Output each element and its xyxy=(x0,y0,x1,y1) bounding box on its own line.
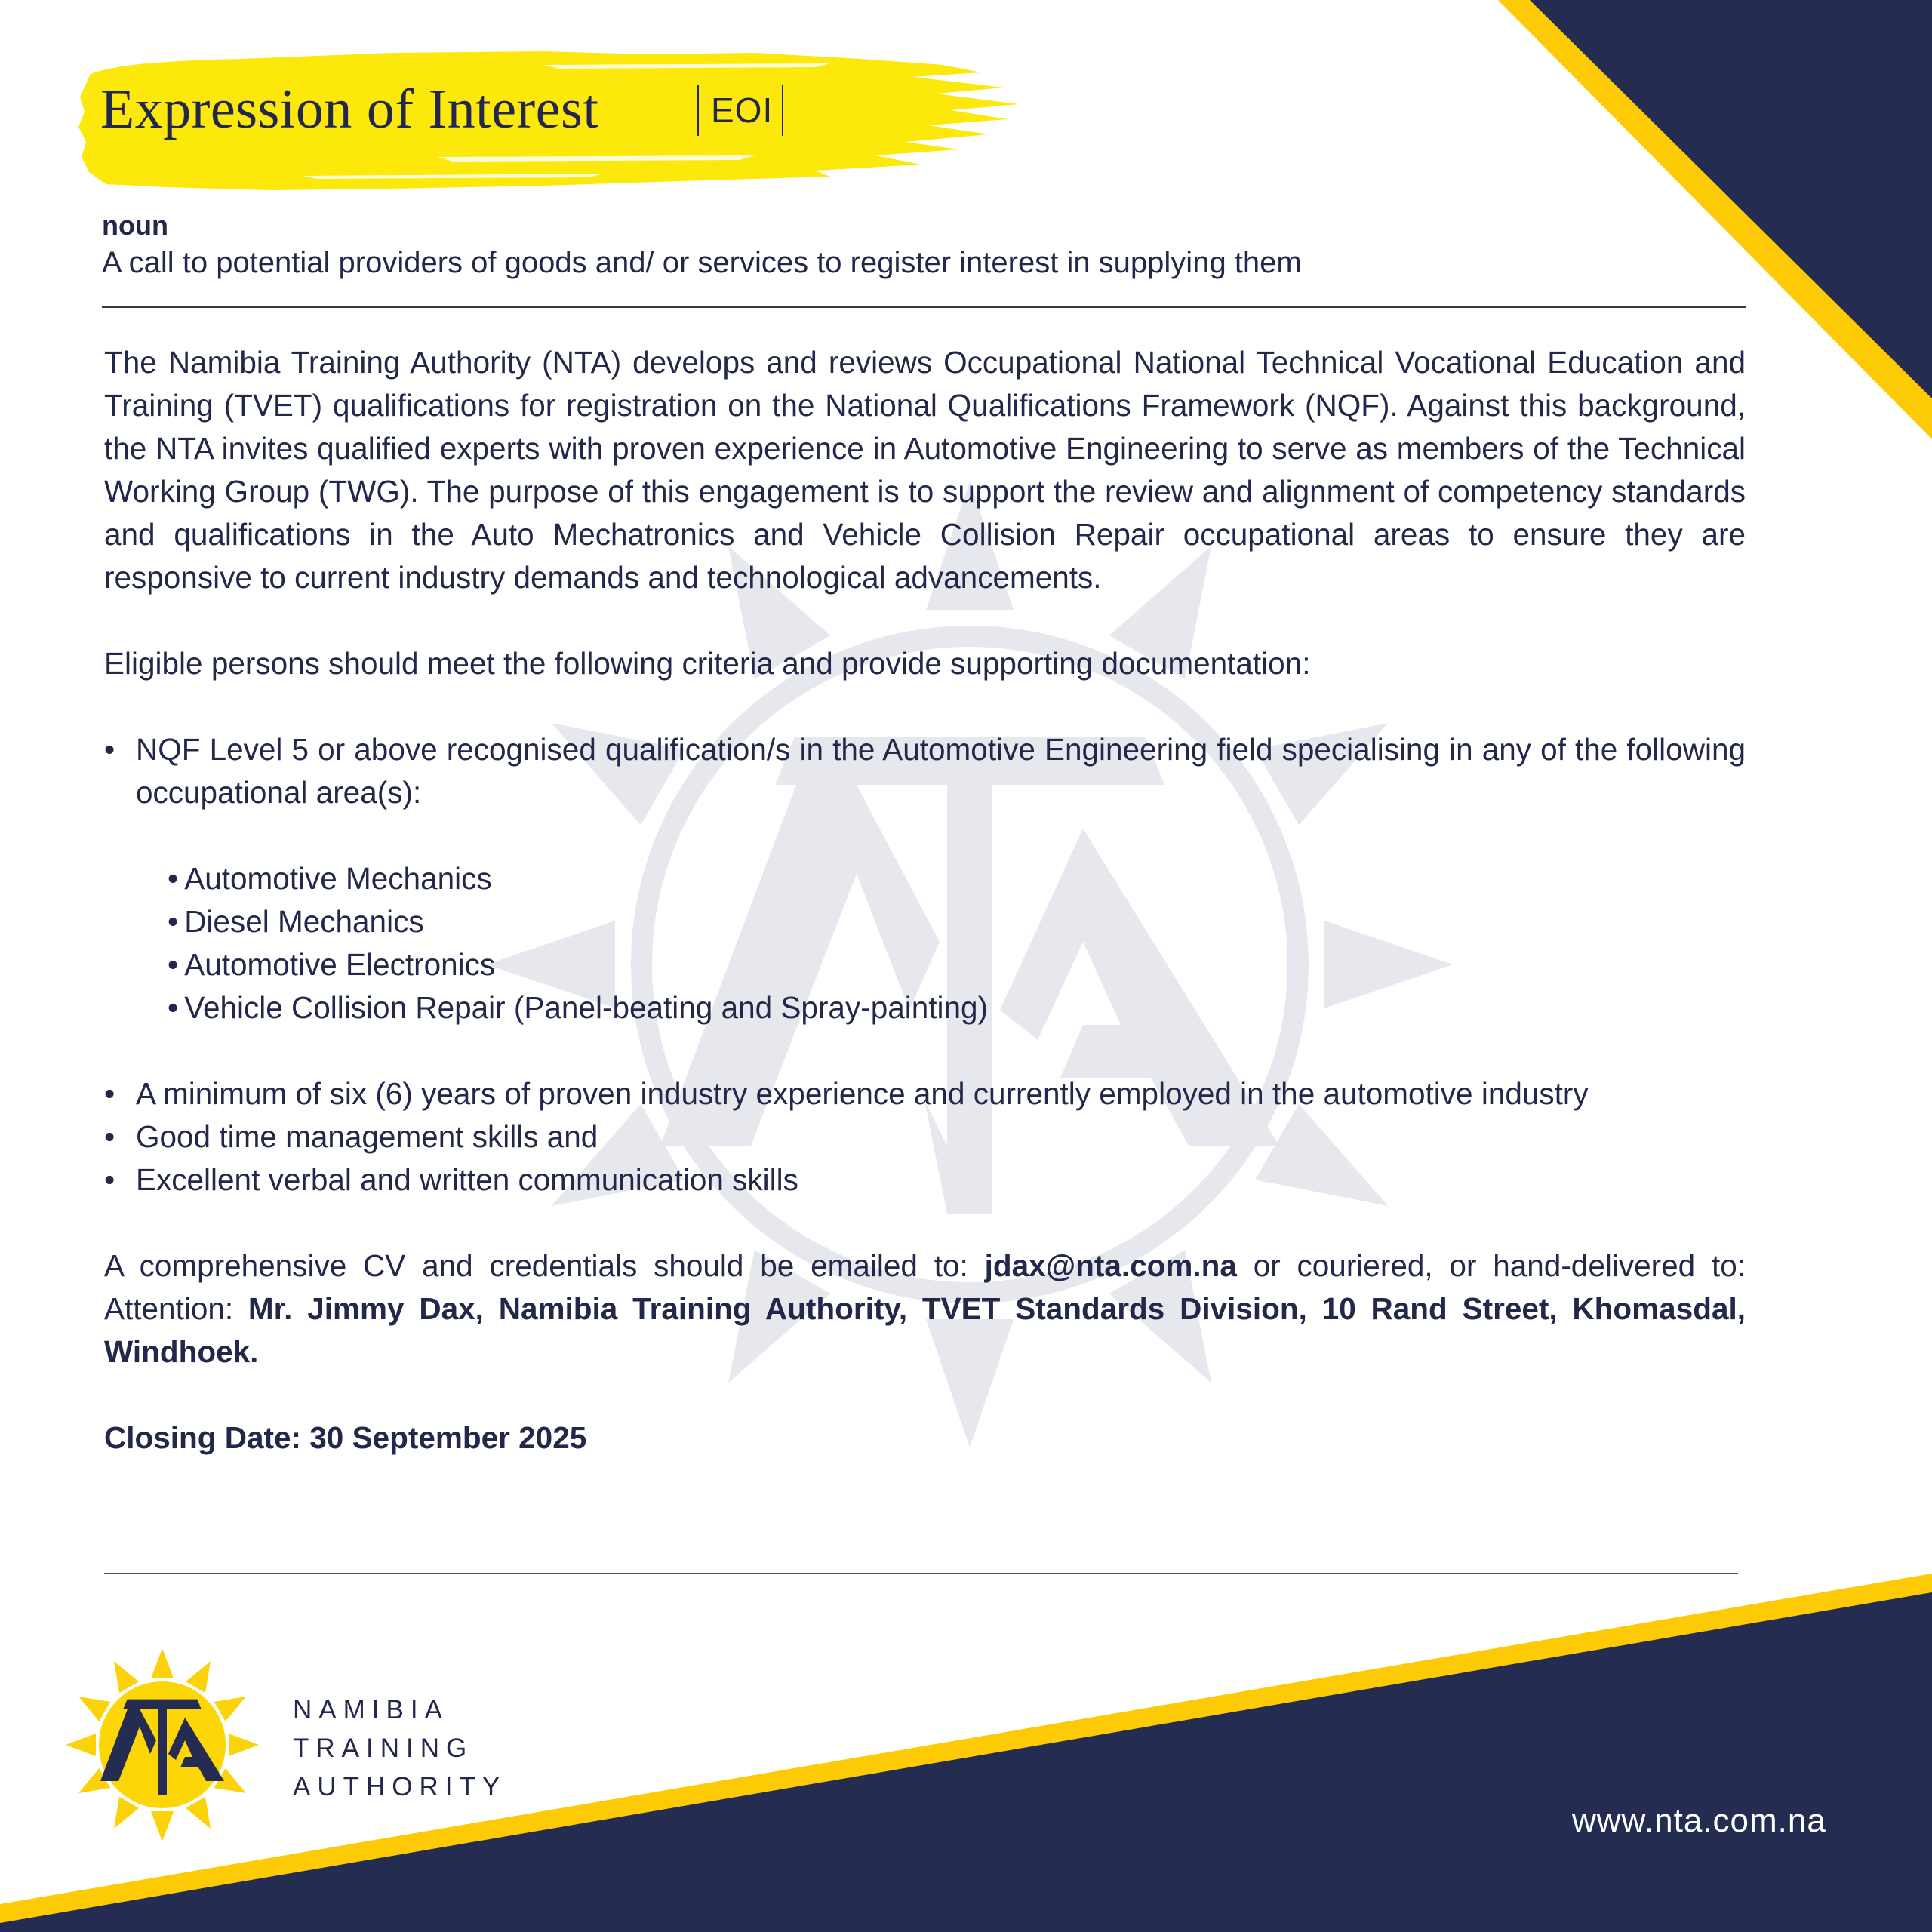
page-title: Expression of Interest xyxy=(100,78,599,140)
occupational-area-item: • Automotive Electronics xyxy=(168,947,496,982)
website-link[interactable]: www.nta.com.na xyxy=(1572,1802,1826,1839)
postal-address: Mr. Jimmy Dax, Namibia Training Authority, TVET Standards Division, 10 Rand Street, Khomasdal, Windhoek. xyxy=(104,1291,1746,1369)
criteria-item: • NQF Level 5 or above recognised qualification/s in the Automotive Engineering field specialising in any of the following occupational area(s): xyxy=(104,728,1746,814)
wordmark-line: AUTHORITY xyxy=(293,1772,507,1801)
occupational-area-item: • Diesel Mechanics xyxy=(168,904,424,939)
occupational-area-item: • Automotive Mechanics xyxy=(168,861,492,896)
definition: A call to potential providers of goods and/ or services to register interest in supplying them xyxy=(102,246,1302,279)
closing-date: Closing Date: 30 September 2025 xyxy=(104,1420,587,1455)
main-content xyxy=(104,341,1746,1460)
criteria-list-continued xyxy=(104,1072,1746,1201)
eoi-badge-label: EOI xyxy=(711,91,774,130)
intro-paragraph: The Namibia Training Authority (NTA) develops and reviews Occupational National Technical Vocational Education and Training (TVET) qualifications for registration on the National Qualifications Framework (NQF). Against this background, the NTA invites qualified experts with proven experience in Automotive Engineering to serve as members of the Technical Working Group (TWG). The purpose of this engagement is to support the review and alignment of competency standards and qualifications in the Auto Mechatronics and Vehicle Collision Repair occupational areas to ensure they are responsive to current industry demands and technological advancements. xyxy=(104,345,1746,595)
occupational-areas-list xyxy=(104,857,1746,1029)
wordmark-line: TRAINING xyxy=(293,1734,474,1763)
nta-wordmark xyxy=(293,1690,506,1806)
divider-top xyxy=(102,306,1746,308)
part-of-speech: noun xyxy=(102,210,168,241)
criteria-item: • A minimum of six (6) years of proven industry experience and currently employed in the automotive industry xyxy=(104,1072,1746,1115)
wordmark-line: NAMIBIA xyxy=(293,1695,449,1724)
criteria-item: • Good time management skills and xyxy=(104,1115,1746,1158)
email-link[interactable]: jdax@nta.com.na xyxy=(984,1248,1237,1283)
criteria-list xyxy=(104,728,1746,814)
criteria-intro: Eligible persons should meet the following criteria and provide supporting documentation: xyxy=(104,646,1311,681)
divider-bottom xyxy=(104,1573,1738,1574)
occupational-area-item: • Vehicle Collision Repair (Panel-beating and Spray-painting) xyxy=(168,990,989,1025)
corner-triangle-bottom xyxy=(0,1592,1932,1932)
submission-instructions: A comprehensive CV and credentials should be emailed to: jdax@nta.com.na or couriered, or hand-delivered to: Attention: Mr. Jimmy Dax, Namibia Training Authority, TVET Standards Division, 10 Rand Street, Khomasdal, Windhoek. xyxy=(104,1248,1746,1369)
criteria-item: • Excellent verbal and written communication skills xyxy=(104,1158,1746,1201)
nta-logo-icon xyxy=(64,1647,260,1843)
eoi-badge xyxy=(697,85,783,136)
